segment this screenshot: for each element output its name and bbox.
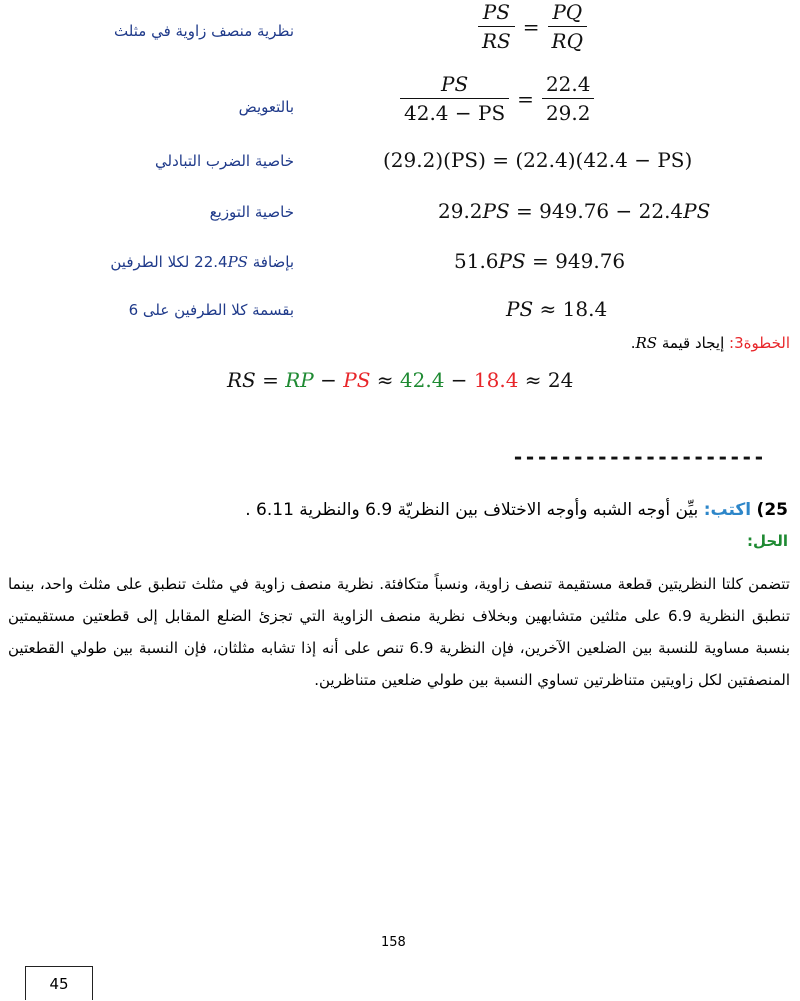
equation-4: [438, 199, 710, 223]
fraction: [542, 72, 595, 125]
reason-term: [194, 253, 248, 271]
reason-number: 22.4: [194, 253, 228, 271]
question: [245, 500, 788, 520]
equation-6: [506, 297, 607, 321]
coefficient: 51.6: [454, 249, 499, 273]
operator: ≈: [370, 368, 400, 392]
page-number: 158: [381, 935, 406, 950]
result: ≈ 24: [518, 368, 574, 392]
equation-2: $\frac{PS}{42.4 - PS}$ = $\frac{22.4}{29.2}$: [400, 72, 594, 125]
numerator: PS: [441, 72, 469, 96]
reason-text: لكلا الطرفين: [110, 253, 190, 271]
reason-4: خاصية التوزيع: [209, 203, 294, 221]
expression: = 949.76: [525, 249, 626, 273]
box-number: 45: [25, 966, 93, 1000]
question-keyword: اكتب:: [703, 500, 752, 520]
reason-1: نظرية منصف زاوية في مثلث: [114, 22, 294, 40]
numerator: PQ: [552, 0, 583, 24]
step-punct: .: [630, 334, 636, 352]
reason-text: بقسمة كلا الطرفين على: [142, 301, 294, 319]
variable: PS: [343, 368, 371, 392]
coefficient: 29.2: [438, 199, 483, 223]
reason-3: خاصية الضرب التبادلي: [155, 152, 294, 170]
fraction: [400, 72, 509, 125]
value: 18.4: [473, 368, 519, 392]
equation-1: $\frac{PS}{RS}$ = $\frac{PQ}{RQ}$: [478, 0, 587, 53]
reason-number: 6: [128, 301, 139, 319]
question-number: 25): [756, 500, 788, 520]
question-text: بيِّن أوجه الشبه وأوجه الاختلاف بين النظريّة 6.9 والنظرية 6.11 .: [245, 500, 704, 520]
expression: ≈ 18.4: [533, 297, 608, 321]
operator: =: [255, 368, 286, 392]
value: 42.4: [399, 368, 445, 392]
numerator: PS: [482, 0, 510, 24]
denominator: RS: [478, 26, 515, 53]
variable: PS: [683, 199, 711, 223]
variable: RP: [285, 368, 314, 392]
solution-paragraph: تتضمن كلتا النظريتين قطعة مستقيمة تنصف زاوية، ونسباً متكافئة. نظرية منصف زاوية في مثلث تنطبق على مثلث واحد، بينما تنطبق النظرية 6.9 على مثلثين متشابهين وبخلاف نظرية منصف الزاوية التي تجزئ الضلع المقابل إلى قطعتين مستقيمتين بنسبة مساوية للنسبة بين الضلعين الآخرين، فإن النظرية 6.9 تنص على أنه إذا تشابه مثلثان، فإن النسبة بين طولي القطعتين المنصفتين لكل زاويتين متناظرتين تساوي النسبة بين طولي ضلعين متناظرين.: [8, 575, 791, 689]
equation-3: (29.2)(PS) = (22.4)(42.4 − PS): [383, 148, 693, 172]
final-equation: [227, 368, 573, 392]
variable: RS: [227, 368, 256, 392]
divider: ---------------------: [512, 445, 765, 469]
reason-text: بإضافة: [252, 253, 294, 271]
step-3-heading: [631, 334, 790, 352]
variable: PS: [498, 249, 526, 273]
step-label: الخطوة3:: [729, 334, 790, 352]
operator: −: [444, 368, 474, 392]
solution-label: الحل:: [747, 532, 788, 550]
step-variable: RS: [635, 334, 658, 352]
fraction: [478, 0, 515, 53]
reason-variable: PS: [227, 253, 248, 271]
operator: −: [313, 368, 344, 392]
numerator: 22.4: [545, 72, 591, 96]
expression: = 949.76 − 22.4: [509, 199, 684, 223]
step-text: إيجاد قيمة: [657, 334, 730, 352]
reason-5: [110, 253, 294, 271]
denominator: RQ: [548, 26, 587, 53]
reason-2: بالتعويض: [238, 98, 294, 116]
variable: PS: [482, 199, 510, 223]
fraction: [548, 0, 587, 53]
variable: PS: [506, 297, 534, 321]
denominator: 42.4 − PS: [400, 98, 509, 125]
denominator: 29.2: [542, 98, 595, 125]
equation-5: [454, 249, 625, 273]
reason-6: [129, 301, 294, 319]
